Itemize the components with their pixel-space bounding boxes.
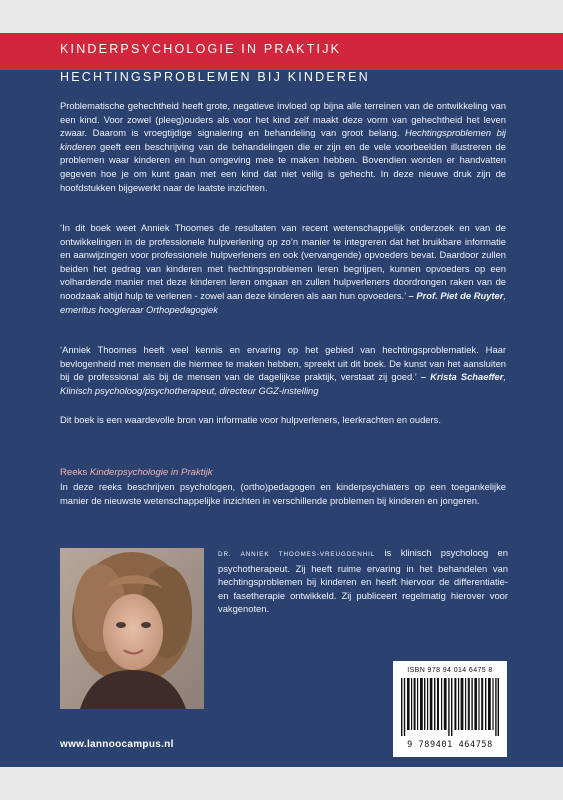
quote-schaeffer: ‘Anniek Thoomes heeft veel kennis en ervaring op het gebied van hechtingsproblematiek. Haar bevlogenheid met mensen die hiermee te maken hebben, spreekt uit dit boek. De kunst van het aansluiten bij de professional als bij de mensen van de dagelijkse praktijk, verstaat zij goed.’ – Krista Schaeffer, Klinisch psycholoog/psychotherapeut, directeur GGZ-instelling	[60, 344, 506, 396]
isbn-barcode	[393, 661, 507, 757]
author-bio: DR. ANNIEK THOOMES-VREUGDENHIL is klinisch psycholoog en psychotherapeut. Zij heeft ruime ervaring in het behandelen van hechtingsproblemen bij kinderen en heeft hiervoor de differentiatie- en fasetherapie ontwikkeld. Zij publiceert regelmatig hierover voor vakgenoten.	[218, 547, 508, 615]
author-photo	[60, 548, 204, 709]
series-label: Reeks Kinderpsychologie in Praktijk	[60, 467, 213, 478]
series-title: KINDERPSYCHOLOGIE IN PRAKTIJK	[60, 42, 342, 56]
quote-author: – Krista Schaeffer	[420, 371, 504, 383]
publisher-url[interactable]: www.lannoocampus.nl	[60, 739, 174, 750]
isbn-label: ISBN 978 94 014 6475 8	[407, 667, 493, 674]
blurb-paragraph: Problematische gehechtheid heeft grote, negatieve invloed op bijna alle terreinen van de ontwikkeling van een kind. Voor zowel (pleeg)ouders als voor het kind zelf maakt deze vorm van gehechtheid het leven zwaar. Daarom is vroegtijdige signalering en behandeling van groot belang. Hechtingsproblemen bij kinderen geeft een beschrijving van de behandelingen die er zijn en de vele voorbeelden illustreren de problemen waar kinderen en hun omgeving mee te maken hebben. Bovendien worden er handvatten gegeven hoe je om kunt gaan met een kind dat niet veilig is gehecht. In deze nieuwe druk zijn de hoofdstukken bijgewerkt naar de laatste inzichten.	[60, 100, 506, 193]
barcode-bars	[401, 678, 499, 736]
series-description: In deze reeks beschrijven psychologen, (ortho)pedagogen en kinderpsychiaters op een toegankelijke manier de nieuwste wetenschappelijke inzichten in verschillende problemen bij kinderen en jongeren.	[60, 481, 506, 506]
bottom-band	[0, 767, 563, 800]
closing-line: Dit boek is een waardevolle bron van informatie voor hulpverleners, leerkrachten en ouders.	[60, 414, 441, 425]
book-title-inline: Hechtingsproblemen bij kinderen	[60, 127, 506, 152]
barcode-digits: 9 789401 464758	[407, 740, 493, 750]
quote-ruyter: ‘In dit boek weet Anniek Thoomes de resultaten van recent wetenschappelijk onderzoek en van de ontwikkelingen in de professionele hulpverlening op zo’n manier te integreren dat het bruikbare informatie en aanwijzingen voor professionele hulpverleners en ook (vervangende) opvoeders bevat. Daardoor zullen beiden het gedrag van kinderen met hechtingsproblemen leren begrijpen, kunnen opvoeders op een volhardende manier met deze kinderen leren omgaan en zullen hulpverleners doordrongen raken van de noodzaak altijd hulp te verlenen - zowel aan deze kinderen als aan hun opvoeders.’ – Prof. Piet de Ruyter, emeritus hoogleraar Orthopedagogiek	[60, 222, 506, 315]
book-title: HECHTINGSPROBLEMEN BIJ KINDEREN	[60, 70, 370, 84]
author-name: DR. ANNIEK THOOMES-VREUGDENHIL	[218, 551, 376, 558]
quote-author: – Prof. Piet de Ruyter	[408, 289, 504, 301]
top-band	[0, 0, 563, 33]
